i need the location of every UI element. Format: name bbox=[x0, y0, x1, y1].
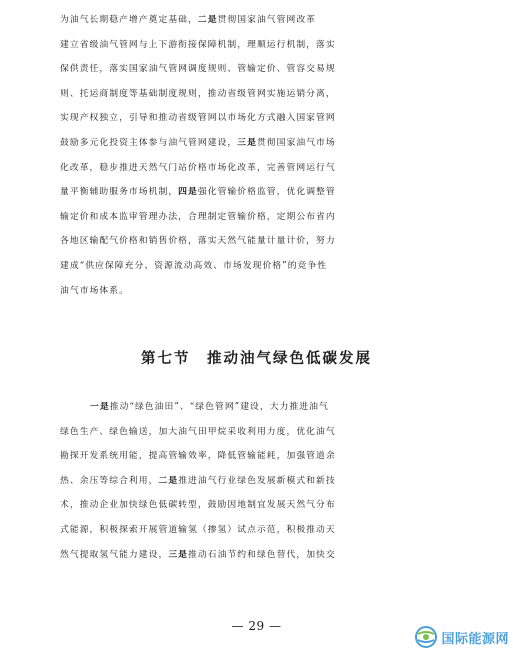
emphasis-text: 三是 bbox=[237, 138, 257, 148]
text-line bbox=[60, 182, 460, 202]
emphasis-text: 三是 bbox=[168, 549, 189, 560]
text-line bbox=[60, 10, 460, 30]
line-text: 贯彻国家油气管网改革 bbox=[217, 15, 317, 25]
line-text: 各地区输配气价格和销售价格，落实天然气能量计量计价，努力 bbox=[60, 236, 336, 247]
emphasis-text: 一是 bbox=[90, 402, 110, 412]
line-text: 鼓励多元化投资主体参与油气管网建设， bbox=[60, 138, 238, 148]
line-text: 然气提取氢气能力建设， bbox=[60, 549, 169, 560]
line-text: 式能源，积极探索开展管道输氢（掺氢）试点示范，积极推动天 bbox=[60, 525, 336, 535]
line-text: 油气市场体系。 bbox=[60, 285, 129, 296]
line-text: 量平衡辅助服务市场机制， bbox=[60, 187, 179, 198]
line-text: 热、余压等综合利用， bbox=[60, 475, 159, 486]
line-text: 化改革，稳步推进天然气门站价格市场化改革，完善管网运行气 bbox=[60, 162, 336, 173]
line-text: 推动“绿色油田”、“绿色管网”建设，大力推进油气 bbox=[109, 402, 329, 412]
line-text: 推动石油节约和绿色替代，加快交 bbox=[188, 549, 336, 560]
text-line bbox=[60, 520, 460, 540]
line-text: 则、托运商制度等基础制度规则，推动省级管网实施运销分离， bbox=[60, 88, 336, 99]
text-line bbox=[90, 397, 490, 417]
line-text: 勘探开发系统用能，提高管输效率，降低管输能耗，加强管道余 bbox=[60, 451, 336, 462]
globe-logo-icon bbox=[414, 625, 438, 649]
text-line bbox=[60, 231, 460, 251]
text-line bbox=[60, 158, 460, 178]
line-text: 推进油气行业绿色发展新模式和新技 bbox=[178, 475, 336, 486]
text-line bbox=[60, 495, 460, 515]
line-text: 保供责任，落实国家油气管网调度规则、管输定价、管容交易规 bbox=[60, 64, 336, 75]
text-line bbox=[60, 545, 460, 565]
text-line bbox=[60, 471, 460, 491]
line-text: 建立省级油气管网与上下游衔接保障机制，理顺运行机制，落实 bbox=[60, 39, 336, 50]
line-text: 建成“供应保障充分、资源流动高效、市场发现价格”的竞争性 bbox=[60, 261, 328, 271]
section-heading: 第七节 推动油气绿色低碳发展 bbox=[141, 350, 372, 367]
text-line bbox=[60, 207, 460, 227]
text-line bbox=[60, 446, 460, 466]
emphasis-text: 四是 bbox=[178, 187, 198, 198]
text-line bbox=[60, 133, 460, 153]
line-text: 输定价和成本监审管理办法，合理制定管输价格，定期公布省内 bbox=[60, 211, 336, 222]
text-line bbox=[60, 422, 460, 442]
line-text: 为油气长期稳产增产奠定基础， bbox=[60, 15, 198, 25]
watermark bbox=[414, 625, 509, 649]
text-line bbox=[60, 281, 460, 301]
line-text: 贯彻国家油气市场 bbox=[256, 138, 336, 148]
line-text: 实现产权独立，引导和推动省级管网以市场化方式融入国家管网 bbox=[60, 113, 336, 124]
line-text: 强化管输价格监管，优化调整管 bbox=[197, 187, 336, 198]
text-line bbox=[60, 108, 460, 128]
line-text: 绿色生产、绿色输送，加大油气田甲烷采收利用力度，优化油气 bbox=[60, 426, 336, 437]
page-number: — 29 — bbox=[231, 619, 282, 633]
emphasis-text: 二是 bbox=[158, 475, 179, 486]
text-line bbox=[60, 256, 460, 276]
text-line bbox=[60, 84, 460, 104]
line-text: 术，推动企业加快绿色低碳转型，鼓励因地制宜发展天然气分布 bbox=[60, 500, 336, 511]
text-line bbox=[60, 35, 460, 55]
watermark-text: 国际能源网 bbox=[441, 631, 509, 647]
text-line bbox=[60, 59, 460, 79]
emphasis-text: 二是 bbox=[197, 15, 218, 25]
